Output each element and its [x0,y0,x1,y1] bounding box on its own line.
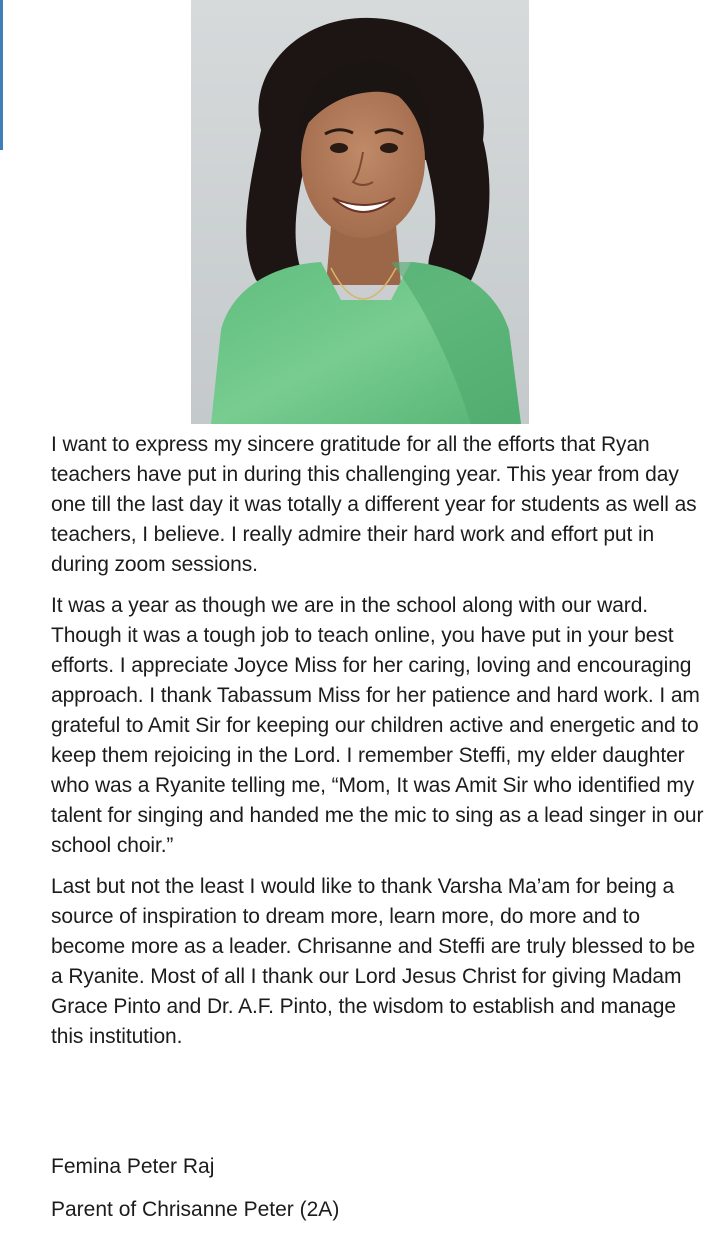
letter-paragraph: Last but not the least I would like to thank Varsha Ma’am for being a source of inspiration to dream more, learn more, do more and to become more as a leader. Chrisanne and Steffi are truly blessed to be a Ryanite. Most of all I thank our Lord Jesus Christ for giving Madam Grace Pinto and Dr. A.F. Pinto, the wisdom to establish and manage this institution. [51,875,696,1048]
edge-marker [0,0,3,150]
letter-paragraph: It was a year as though we are in the school along with our ward. Though it was a tough job to teach online, you have put in your best efforts. I appreciate Joyce Miss for her caring, loving and encouraging approach. I thank Tabassum Miss for her patience and hard work. I am grateful to Amit Sir for keeping our children active and energetic and to keep them rejoicing in the Lord. I remember Steffi, my elder daughter who was a Ryanite telling me, “Mom, It was Amit Sir who identified my talent for singing and handed me the mic to sing as a lead singer in our school choir.” [51,594,704,857]
portrait-photo [191,0,529,424]
signature-name: Femina Peter Raj [51,1155,215,1178]
signature-relation: Parent of Chrisanne Peter (2A) [51,1198,340,1221]
letter-body [51,430,711,1063]
letter-paragraph: I want to express my sincere gratitude for all the efforts that Ryan teachers have put in during this challenging year. This year from day one till the last day it was totally a different year for students as well as teachers, I believe. I really admire their hard work and effort put in during zoom sessions. [51,433,697,576]
portrait-illustration [191,0,529,424]
signature-block [51,1152,691,1238]
